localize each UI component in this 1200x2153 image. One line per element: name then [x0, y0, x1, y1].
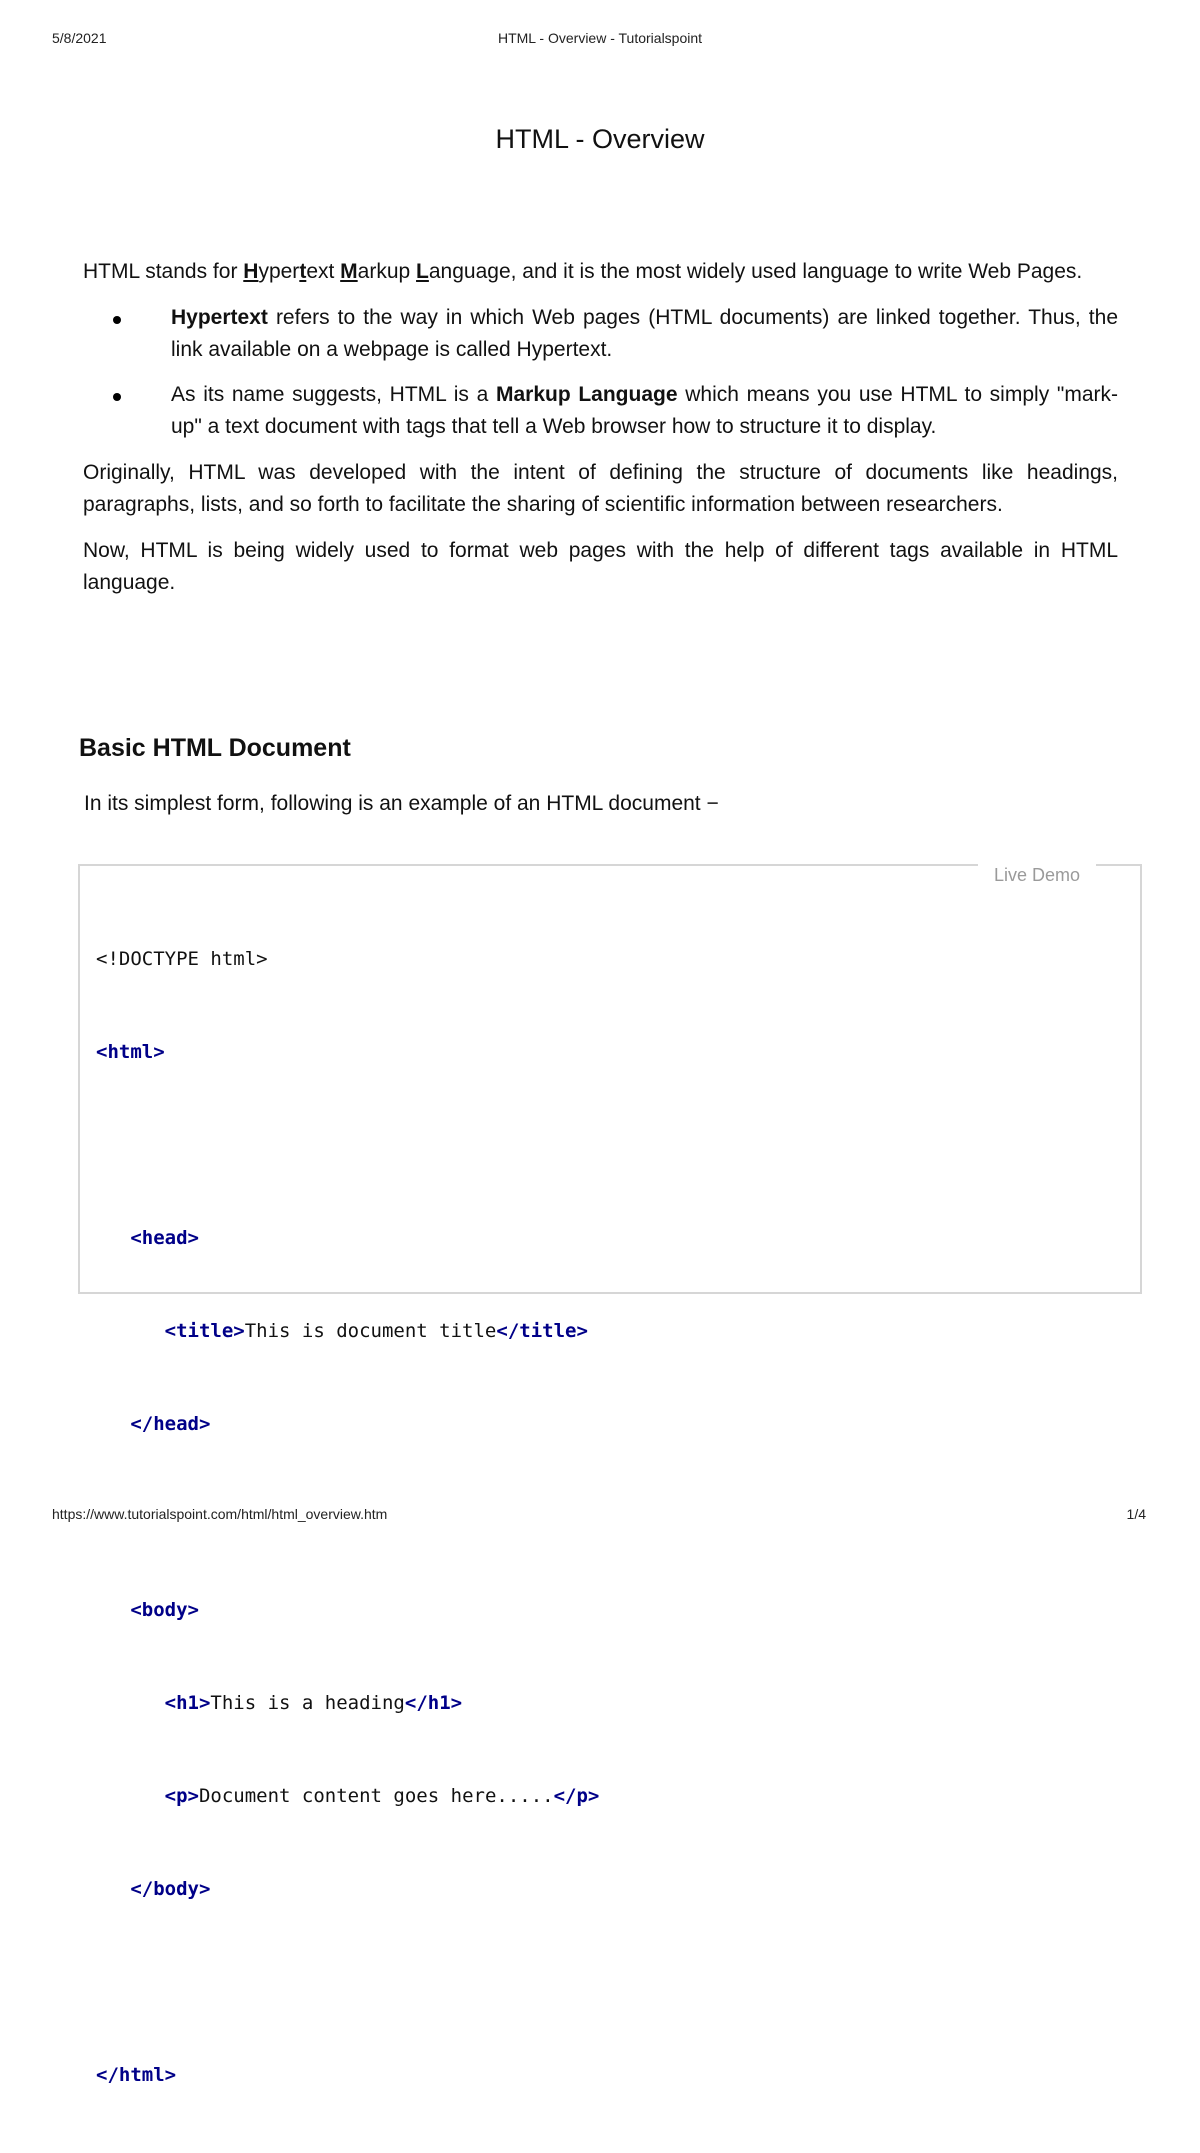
print-page-title: HTML - Overview - Tutorialspoint — [497, 30, 703, 46]
section-intro: In its simplest form, following is an example of an HTML document − — [84, 792, 719, 815]
page-title: HTML - Overview — [495, 124, 705, 154]
code-tag: </p> — [553, 1785, 600, 1807]
code-line — [96, 1781, 599, 1812]
code-line — [96, 1223, 599, 1254]
code-text: This is document title — [244, 1320, 497, 1342]
code-tag: <h1> — [164, 1692, 211, 1714]
code-line — [96, 1688, 599, 1719]
acronym-letter-l: L — [416, 260, 429, 283]
print-date: 5/8/2021 — [52, 30, 107, 46]
intro-text: ext — [306, 260, 341, 283]
usage-paragraph: Now, HTML is being widely used to format web pages with the help of different tags available in HTML language. — [83, 539, 1118, 594]
code-tag: <html> — [96, 1041, 165, 1063]
acronym-letter-h: H — [243, 260, 259, 283]
bold-term: Markup Language — [495, 383, 678, 406]
code-tag: </h1> — [404, 1692, 463, 1714]
intro-text: anguage, and it is the most widely used language to write Web Pages. — [428, 260, 1083, 283]
intro-text: HTML stands for — [83, 260, 244, 283]
code-line — [96, 1037, 599, 1068]
bullet-icon — [113, 316, 121, 324]
list-item — [83, 379, 1118, 443]
definition-list — [83, 302, 1118, 443]
list-item-text: As its name suggests, HTML is a — [171, 383, 496, 406]
code-line — [96, 2060, 599, 2091]
code-text: <!DOCTYPE html> — [96, 948, 268, 970]
code-line — [96, 1316, 599, 1347]
code-tag: <title> — [164, 1320, 245, 1342]
print-url: https://www.tutorialspoint.com/html/html_overview.htm — [52, 1506, 388, 1522]
code-tag: <body> — [130, 1599, 199, 1621]
bold-term: Hypertext — [171, 306, 268, 329]
code-line — [96, 1874, 599, 1905]
code-tag: <head> — [130, 1227, 199, 1249]
code-blank-line — [96, 1967, 599, 1998]
code-tag: <p> — [164, 1785, 199, 1807]
code-text: Document content goes here..... — [198, 1785, 554, 1807]
list-item-text: which means you use HTML to simply "mark-up" a text document with tags that tell a Web browser how to structure it to display. — [171, 383, 1118, 438]
code-text: This is a heading — [210, 1692, 405, 1714]
code-tag: </head> — [130, 1413, 211, 1435]
acronym-letter-t: t — [299, 260, 307, 283]
article-body — [83, 256, 1118, 613]
code-line — [96, 944, 599, 975]
code-line — [96, 1595, 599, 1626]
history-paragraph: Originally, HTML was developed with the intent of defining the structure of documents like headings, paragraphs, lists, and so forth to facilitate the sharing of scientific information between researchers. — [83, 461, 1118, 516]
live-demo-link[interactable]: Live Demo — [978, 862, 1096, 888]
acronym-letter-m: M — [340, 260, 358, 283]
code-tag: </html> — [96, 2064, 177, 2086]
code-tag: </title> — [496, 1320, 588, 1342]
code-line — [96, 1409, 599, 1440]
code-blank-line — [96, 1130, 599, 1161]
intro-paragraph — [83, 256, 1118, 288]
print-page-number: 1/4 — [1126, 1506, 1146, 1522]
bullet-icon — [113, 393, 121, 401]
list-item-text: refers to the way in which Web pages (HTML documents) are linked together. Thus, the link available on a webpage is called Hypertext. — [171, 306, 1118, 361]
intro-text: arkup — [357, 260, 417, 283]
list-item — [83, 302, 1118, 366]
intro-text: yper — [258, 260, 300, 283]
code-tag: </body> — [130, 1878, 211, 1900]
section-heading: Basic HTML Document — [79, 734, 351, 762]
